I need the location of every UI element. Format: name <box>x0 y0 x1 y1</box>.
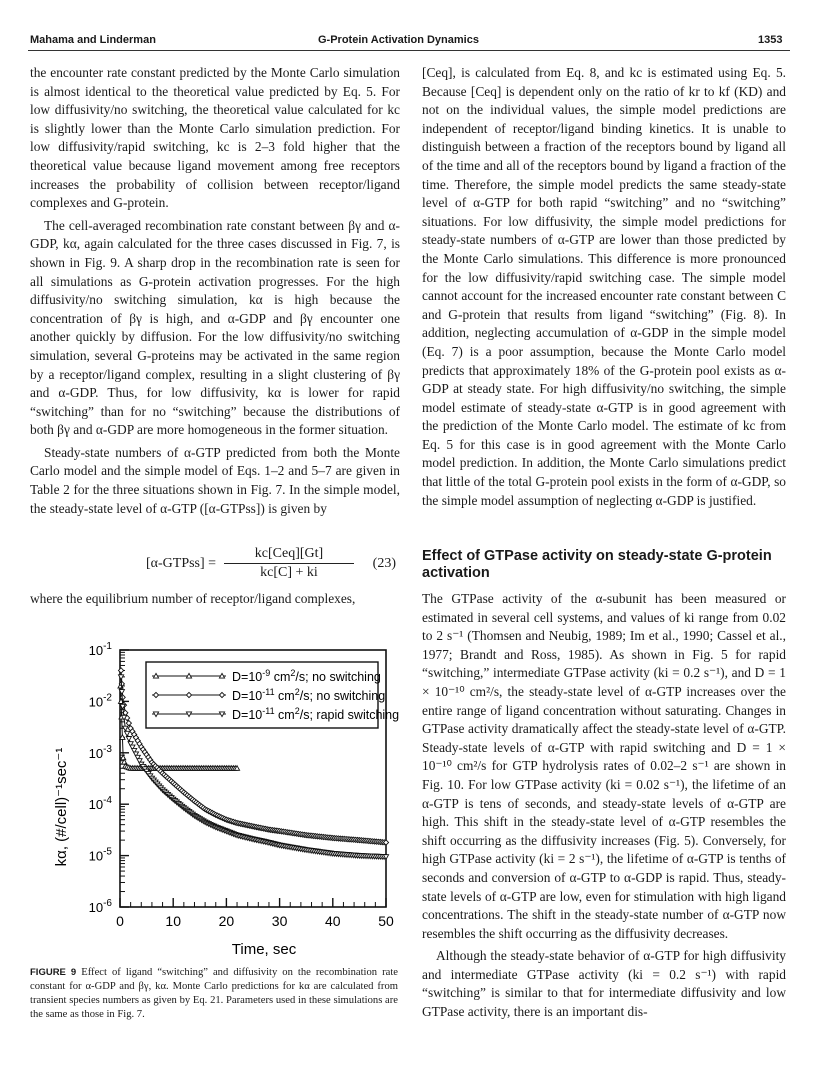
data-point <box>124 731 129 736</box>
y-tick-label: $10^{-2}$ <box>88 692 112 710</box>
running-head-authors: Mahama and Linderman <box>30 34 156 46</box>
data-point <box>126 737 131 742</box>
legend-label: $D=10^{-9}$ $cm^2/s$; no switching <box>232 668 381 684</box>
right-column-text <box>422 64 786 510</box>
y-axis-label: kα, (#/cell)⁻¹sec⁻¹ <box>53 747 70 867</box>
right-column-text-2 <box>422 590 786 1022</box>
legend-label: $D=10^{-11}$ $cm^2/s$; no switching <box>232 687 386 703</box>
figure-caption-label: FIGURE 9 <box>30 967 77 978</box>
data-point <box>126 721 131 726</box>
x-tick-label: 10 <box>165 913 181 929</box>
x-tick-label: 40 <box>325 913 341 929</box>
right-paragraph-2: The GTPase activity of the α-subunit has been measured or estimated in several cell systems, and values of ki range from 0.02 to 2 s⁻¹ (Thomsen and Neubig, 1989; Im et al., 1990; Cassel et al., 1977; Brandt and Ross, 1985). As shown in Fig. 5 for rapid “switching,” intermediate GTPase activity (ki = 0.2 s⁻¹), and D = 1 × 10⁻¹⁰ cm²/s, the steady-state level of α-GTP increases over the entire range of ligand concentration without saturating. Changes in GTPase activity dramatically affect the steady-state level of α-GTP. Steady-state levels of α-GTP with rapid switching and D = 1 × 10⁻¹⁰ cm²/s for GTP hydrolysis rates of 0.02–2 s⁻¹ are shown in Fig. 10. For low GTPase activity (ki = 0.02 s⁻¹), the lifetime of an α-GTP is tens of seconds, and steady-state levels of α-GTP are high. This shift in the steady-state level of α-GTP resembles the shift occurring as the diffusivity increases (Fig. 5). Conversely, for high GTPase activity (ki = 2 s⁻¹), the lifetime of α-GTP is tenths of seconds and conversion of α-GTP to α-GDP is rapid. Thus, steady-state levels of α-GTP are low, even for stimulation with high ligand concentrations. The shift in the steady-state number of α-GTP now resembles the shift occurring as the diffusivity decreases. <box>422 591 786 941</box>
running-head-title: G-Protein Activation Dynamics <box>318 34 479 46</box>
plot-area <box>89 641 400 929</box>
y-tick-label: $10^{-4}$ <box>88 795 112 813</box>
left-column-text <box>30 64 400 518</box>
x-tick-label: 20 <box>218 913 235 929</box>
header-rule <box>28 50 790 51</box>
equation-fraction <box>224 546 354 581</box>
equation-lhs: [α-GTPss] = <box>146 556 217 571</box>
equation-denominator: kc[C] + ki <box>260 565 318 580</box>
left-paragraph-3: Steady-state numbers of α-GTP predicted from both the Monte Carlo model and the simple model of Eqs. 1–2 and 5–7 are given in Table 2 for the three situations shown in Fig. 7. In the simple model, the steady-state level of α-GTP ([α-GTPss]) is given by <box>30 444 400 516</box>
left-paragraph-2: The cell-averaged recombination rate constant between βγ and α-GDP, kα, again calculated for the three cases discussed in Fig. 7, is shown in Fig. 9. A sharp drop in the recombination rate is seen for all simulations as G-protein activation progresses. For the high diffusivity/no switching simulation, kα is high because the concentration of βγ is high, and α-GDP and βγ encounter one another quickly by diffusion. For the low diffusivity/no switching simulation, several G-proteins may be activated in the same region by a receptor/ligand complex, resulting in a slight clustering of βγ and α-GDP. Thus, for low diffusivity, kα is lower for rapid “switching” than for no “switching” because the distributions of both βγ and α-GDP are more homogeneous in the former situation. <box>30 217 400 438</box>
left-paragraph-4-wrap <box>30 590 400 609</box>
equation-numerator: kc[Ceq][Gt] <box>224 546 354 564</box>
figure-9-chart <box>18 632 418 962</box>
equation-number: (23) <box>372 556 396 571</box>
section-heading: Effect of GTPase activity on steady-state G-protein activation <box>422 548 772 581</box>
x-tick-label: 30 <box>271 913 288 929</box>
figure-caption-text: Effect of ligand “switching” and diffusivity on the recombination rate constant for α-GDP and βγ, kα. Monte Carlo predictions for kα are calculated from transient species numbers as given by Eq. 21. Parameters used in these simulations are the same as those in Fig. 7. <box>30 967 399 1020</box>
x-tick-label: 0 <box>116 913 124 929</box>
y-tick-label: $10^{-3}$ <box>88 743 112 761</box>
y-tick-label: $10^{-1}$ <box>88 641 112 658</box>
right-paragraph-3: Although the steady-state behavior of α-GTP for high diffusivity and intermediate GTPase activity (ki = 0.2 s⁻¹) with rapid “switching” is similar to that for intermediate diffusivity and low GTPase activity, there is an important dis- <box>422 948 786 1020</box>
left-paragraph-1: the encounter rate constant predicted by the Monte Carlo simulation is almost identical to the theoretical value predicted by Eq. 5. For low diffusivity/no switching, the theoretical value calculated for kc is slightly lower than the Monte Carlo simulation prediction. For low diffusivity/rapid switching, kc is 2–3 fold higher that the theoretical value because ligand movement among free receptors increases the probability of collision between receptor/ligand complexes and G-protein. <box>30 65 400 211</box>
y-tick-label: $10^{-6}$ <box>88 898 112 915</box>
right-paragraph-1: [Ceq], is calculated from Eq. 8, and kc is estimated using Eq. 5. Because [Ceq] is dependent only on the ratio of kr to kf (KD) and not on the individual values, the simple model predictions are independent of receptor/ligand binding kinetics. It is unable to distinguish between a fraction of the receptors bound by ligand all of the time and all of the receptors bound by ligand a fraction of the time. Therefore, the simple model predicts the same steady-state level of α-GTP for both rapid “switching” and no “switching” situations. For low diffusivity, the simple model predictions for steady-state numbers of α-GTP are lower than those predicted by the Monte Carlo simulations. This difference is more pronounced for the low diffusivity/rapid switching case. The simple model cannot account for the increased encounter rate constant between C and G-protein that results from ligand “switching” (Fig. 8). In addition, neglecting accumulation of α-GDP in the simple model (Eq. 7) is a poor assumption, because the Monte Carlo model predicts that approximately 18% of the G-protein pool exists as α-GDP at steady state. For high diffusivity/no switching, the simple model estimate of steady-state α-GTP is in good agreement with the prediction of the Monte Carlo model. The estimate of kc from Eq. 5 for this case is in good agreement with the Monte Carlo model prediction. In addition, the Monte Carlo simulations predict that little of the total G-protein pool exists in the form of α-GDP, so the simple model assumption of neglecting α-GDP is justified. <box>422 65 786 508</box>
x-axis-label: Time, sec <box>231 941 297 958</box>
page-number: 1353 <box>758 34 783 46</box>
y-tick-label: $10^{-5}$ <box>88 846 112 864</box>
x-tick-label: 50 <box>378 913 394 929</box>
equation-23 <box>146 546 396 586</box>
legend-label: $D=10^{-11}$ $cm^2/s$; rapid switching <box>232 706 400 722</box>
left-paragraph-4: where the equilibrium number of receptor/ligand complexes, <box>30 591 356 606</box>
figure-caption <box>30 966 398 1022</box>
